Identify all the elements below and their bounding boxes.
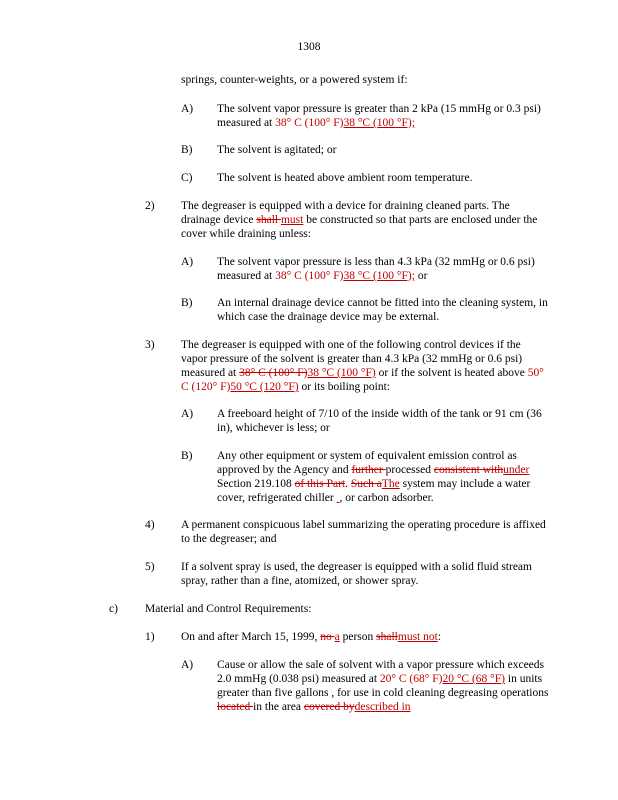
deleted-text: shall xyxy=(256,214,281,226)
text-run: in units greater than five gallons xyxy=(217,673,543,699)
item-text: A permanent conspicuous label summarizing the operating procedure is affixed to the degreaser; and xyxy=(181,519,546,545)
text-run: or xyxy=(414,270,428,282)
inserted-text: The xyxy=(381,478,400,490)
deleted-text: no xyxy=(320,631,335,643)
item-text: The solvent is heated above ambient room temperature. xyxy=(217,172,473,184)
revision-text: 20° C (68° F) xyxy=(379,673,443,685)
intro-line xyxy=(181,73,541,87)
inserted-text: 38 °C (100 °F) xyxy=(307,367,376,379)
text-run: : xyxy=(437,631,442,643)
item-text xyxy=(181,630,549,644)
deleted-text: located xyxy=(217,701,254,713)
inserted-text: 50 °C (120 °F) xyxy=(230,381,299,393)
item-text xyxy=(181,338,549,394)
intro-text: springs, counter-weights, or a powered system if: xyxy=(181,74,408,86)
item-label: 3) xyxy=(145,339,155,351)
text-run: The degreaser is equipped with a device for draining cleaned parts. The drainage device xyxy=(181,200,510,226)
revision-text: 38° C (100° F) xyxy=(275,270,344,282)
deleted-text: covered by xyxy=(303,701,355,713)
deleted-text: Such a xyxy=(350,478,382,490)
text-run: . xyxy=(345,478,351,490)
item-label: B) xyxy=(181,144,193,156)
item-label: A) xyxy=(181,659,194,671)
item-label: 4) xyxy=(145,519,155,531)
text-run: , or carbon adsorber. xyxy=(339,492,434,504)
page-number: 1308 xyxy=(297,41,321,53)
inserted-text: 38 °C (100 °F); xyxy=(343,117,415,129)
item-text: The solvent is agitated; or xyxy=(217,144,337,156)
item-label: B) xyxy=(181,450,193,462)
text-run: On and after March 15, 1999, xyxy=(181,631,321,643)
revision-text: 38° C (100° F) xyxy=(275,117,344,129)
item-label: A) xyxy=(181,256,194,268)
deleted-text: shall xyxy=(376,631,398,643)
item-label: 2) xyxy=(145,200,155,212)
inserted-text: under xyxy=(503,464,530,476)
item-label: C) xyxy=(181,172,193,184)
item-text: Material and Control Requirements: xyxy=(145,603,312,615)
inserted-text: described in xyxy=(354,701,411,713)
item-label: 1) xyxy=(145,631,155,643)
deleted-text: of this Part xyxy=(294,478,346,490)
item-label: A) xyxy=(181,408,194,420)
item-label: 5) xyxy=(145,561,155,573)
inserted-text: must xyxy=(280,214,304,226)
text-run: processed xyxy=(385,464,434,476)
text-run: , for use in cold cleaning degreasing operations xyxy=(331,687,549,699)
item-text xyxy=(217,102,549,130)
text-run: be constructed so that parts are enclosed under the cover while draining unless: xyxy=(181,214,538,240)
text-run: Section 219.108 xyxy=(217,478,295,490)
text-run: system may include a water cover, refrigerated chiller xyxy=(217,478,531,504)
text-run: or if the solvent is heated above xyxy=(375,367,528,379)
inserted-text: 20 °C (68 °F) xyxy=(442,673,506,685)
item-text: An internal drainage device cannot be fitted into the cleaning system, in which case the drainage device may be external. xyxy=(217,297,548,323)
item-label: A) xyxy=(181,103,194,115)
deleted-text: consistent with xyxy=(433,464,504,476)
revision-text: 50° C (120° F) xyxy=(181,367,544,393)
item-text xyxy=(217,449,549,505)
item-text xyxy=(217,658,549,714)
inserted-text: must not xyxy=(397,631,438,643)
item-text xyxy=(217,255,549,283)
item-label: B) xyxy=(181,297,193,309)
text-run: Any other equipment or system of equivalent emission control as approved by the Agency and xyxy=(217,450,517,476)
text-run: The degreaser is equipped with one of the following control devices if the vapor pressure of the solvent is greater than 4.3 kPa (32 mmHg or 0.6 psi) measured at xyxy=(181,339,523,379)
text-run: Cause or allow the sale of solvent with a vapor pressure which exceeds 2.0 mmHg (0.038 psi) measured at xyxy=(217,659,545,685)
deleted-text: 38° C (100° F) xyxy=(239,367,308,379)
text-run: The solvent vapor pressure is less than 4.3 kPa (32 mmHg or 0.6 psi) measured at xyxy=(217,256,535,282)
item-text xyxy=(181,199,549,241)
text-run: in the area xyxy=(253,701,304,713)
deleted-text: further xyxy=(351,464,386,476)
inserted-text: 38 °C (100 °F); xyxy=(343,270,415,282)
item-label: c) xyxy=(109,603,118,615)
text-run: The solvent vapor pressure is greater than 2 kPa (15 mmHg or 0.3 psi) measured at xyxy=(217,103,541,129)
item-text: If a solvent spray is used, the degreaser is equipped with a solid fluid stream spray, rather than a fine, atomized, or shower spray. xyxy=(181,561,532,587)
text-run: person xyxy=(339,631,377,643)
inserted-text: a xyxy=(334,631,340,643)
item-text: A freeboard height of 7/10 of the inside width of the tank or 91 cm (36 in), whichever is less; or xyxy=(217,408,542,434)
text-run: or its boiling point: xyxy=(298,381,391,393)
